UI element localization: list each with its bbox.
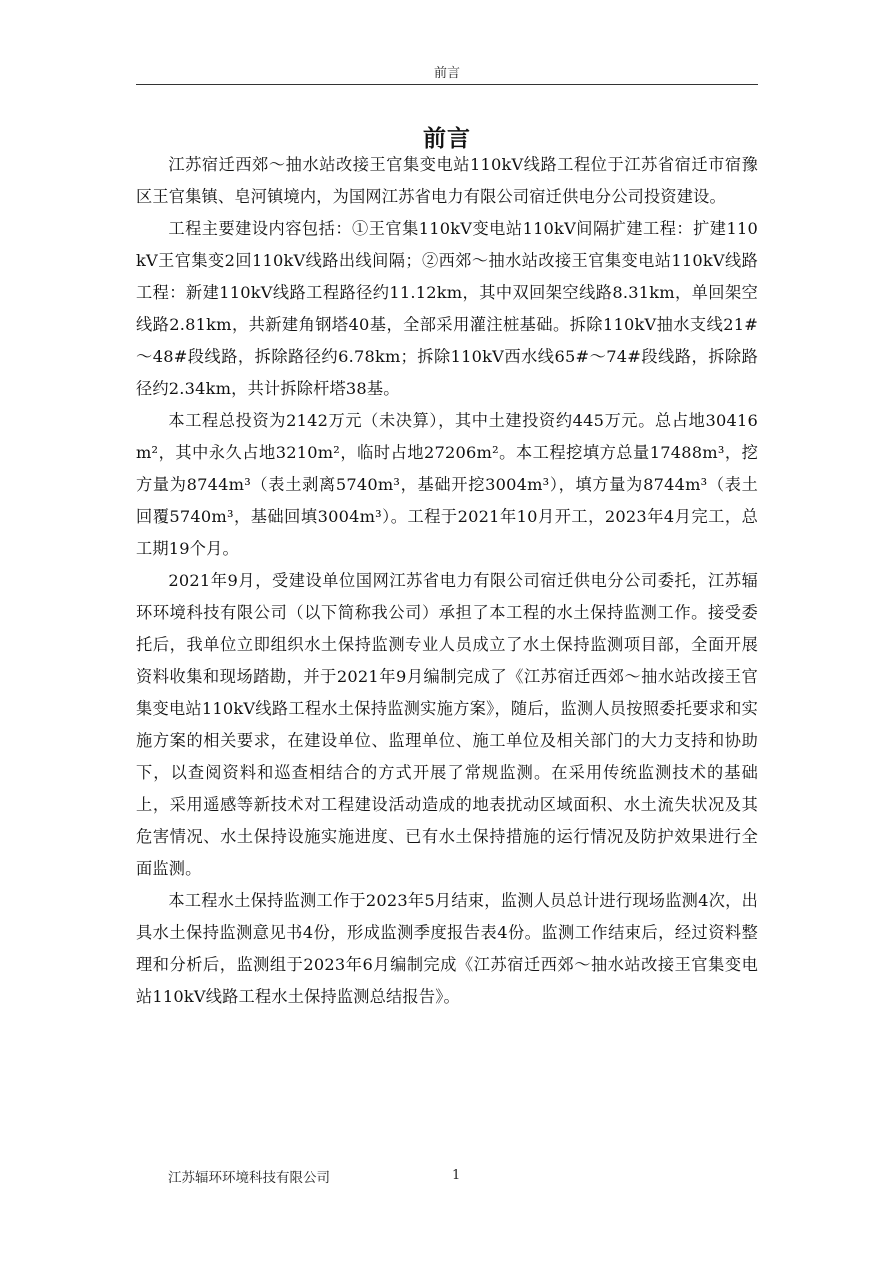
section-title: 前言 xyxy=(423,125,471,153)
paragraph-construction-scope: 工程主要建设内容包括：①王官集110kV变电站110kV间隔扩建工程：扩建110kV王官集变2回110kV线路出线间隔；②西郊～抽水站改接王官集变电站110kV线路工程：新建110kV线路工程路径约11.12km，其中双回架空线路8.31km，单回架空线路2.81km，共新建角钢塔40基，全部采用灌注桩基础。拆除110kV抽水支线21#～48#段线路，拆除路径约6.78km；拆除110kV西水线65#～74#段线路，拆除路径约2.34km，共计拆除杆塔38基。 xyxy=(136,219,758,398)
document-body xyxy=(136,149,758,1013)
paragraph-project-location: 江苏宿迁西郊～抽水站改接王官集变电站110kV线路工程位于江苏省宿迁市宿豫区王官集镇、皂河镇境内，为国网江苏省电力有限公司宿迁供电分公司投资建设。 xyxy=(136,155,758,206)
paragraph-monitoring-commission: 2021年9月，受建设单位国网江苏省电力有限公司宿迁供电分公司委托，江苏辐环环境科技有限公司（以下简称我公司）承担了本工程的水土保持监测工作。接受委托后，我单位立即组织水土保持监测专业人员成立了水土保持监测项目部，全面开展资料收集和现场踏勘，并于2021年9月编制完成了《江苏宿迁西郊～抽水站改接王官集变电站110kV线路工程水土保持监测实施方案》，随后，监测人员按照委托要求和实施方案的相关要求，在建设单位、监理单位、施工单位及相关部门的大力支持和协助下，以查阅资料和巡查相结合的方式开展了常规监测。在采用传统监测技术的基础上，采用遥感等新技术对工程建设活动造成的地表扰动区域面积、水土流失状况及其危害情况、水土保持设施实施进度、已有水土保持措施的运行情况及防护效果进行全面监测。 xyxy=(136,571,758,878)
paragraph-monitoring-conclusion: 本工程水土保持监测工作于2023年5月结束，监测人员总计进行现场监测4次，出具水土保持监测意见书4份，形成监测季度报告表4份。监测工作结束后，经过资料整理和分析后，监测组于2023年6月编制完成《江苏宿迁西郊～抽水站改接王官集变电站110kV线路工程水土保持监测总结报告》。 xyxy=(136,891,758,1006)
paragraph-investment-land-earthwork: 本工程总投资为2142万元（未决算），其中土建投资约445万元。总占地30416m²，其中永久占地3210m²，临时占地27206m²。本工程挖填方总量17488m³，挖方量为8744m³（表土剥离5740m³，基础开挖3004m³），填方量为8744m³（表土回覆5740m³，基础回填3004m³）。工程于2021年10月开工，2023年4月完工，总工期19个月。 xyxy=(136,411,758,558)
footer-company: 江苏辐环环境科技有限公司 xyxy=(168,1170,330,1186)
running-header: 前言 xyxy=(433,66,460,81)
header-divider xyxy=(136,84,758,85)
page-number: 1 xyxy=(452,1168,461,1183)
